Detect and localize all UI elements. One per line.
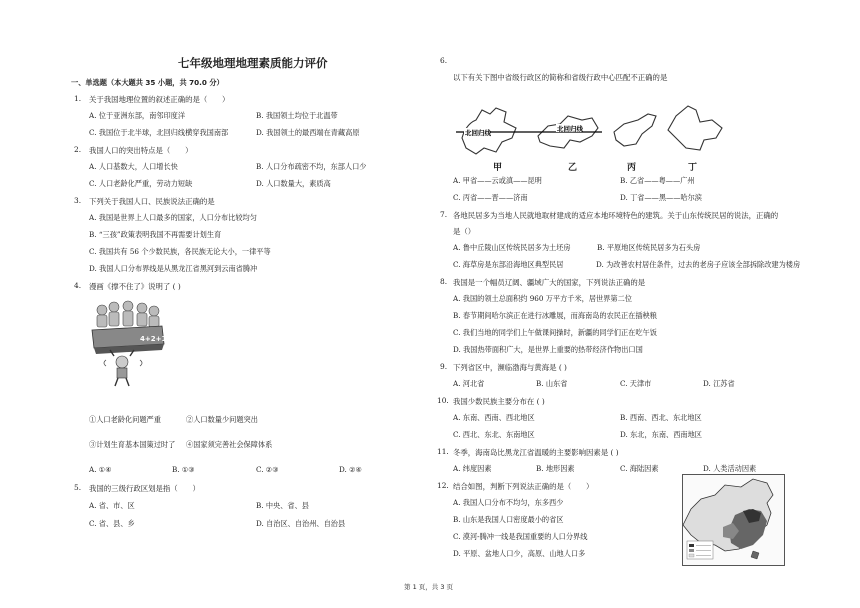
map-label-bing: 丙: [627, 163, 637, 173]
question-12-stem: 结合如图，判断下列说法正确的是（ ）: [453, 482, 594, 491]
q7-option-c[interactable]: C. 海草房是东部沿海地区典型民居: [453, 260, 564, 269]
q12-option-c[interactable]: C. 漠河-腾冲一线是我国重要的人口分界线: [453, 532, 588, 541]
q9-option-a[interactable]: A. 河北省: [453, 379, 485, 388]
question-6-stem: 以下有关下图中省级行政区的简称和省级行政中心匹配不正确的是: [453, 73, 668, 82]
q12-option-a[interactable]: A. 我国人口分布不均匀，东多西少: [453, 498, 564, 507]
question-1-stem: 关于我国地理位置的叙述正确的是（ ）: [89, 95, 230, 104]
q12-option-d[interactable]: D. 平原、盆地人口少，高原、山地人口多: [453, 549, 586, 558]
q11-option-d[interactable]: D. 人类活动因素: [703, 464, 757, 473]
q3-option-d[interactable]: D. 我国人口分布界线是从黑龙江省黑河到云南省腾冲: [89, 264, 258, 273]
q8-option-c[interactable]: C. 我们当地的同学们上午做课间操时，新疆的同学们正在吃午饭: [453, 328, 657, 337]
question-5-stem: 我国的三级行政区划是指（ ）: [89, 484, 200, 493]
q10-option-b[interactable]: B. 西南、西北、东北地区: [620, 413, 702, 422]
q7-option-d[interactable]: D. 为改善农村居住条件，过去的老房子应该全部拆除改建为楼房: [596, 260, 801, 269]
q7-option-b[interactable]: B. 平原地区传统民居多为石头房: [597, 243, 701, 252]
q3-option-c[interactable]: C. 我国共有 56 个少数民族，各民族无论大小，一律平等: [89, 247, 271, 256]
question-8-stem: 我国是一个幅员辽阔、疆域广大的国家，下列说法正确的是: [453, 278, 646, 287]
q5-option-d[interactable]: D. 自治区、自治州、自治县: [256, 519, 346, 528]
q4-option-b[interactable]: B. ①③: [172, 465, 195, 474]
q8-option-a[interactable]: A. 我国的领土总面积约 960 万平方千米，居世界第二位: [453, 294, 632, 303]
question-5-number: 5.: [74, 483, 82, 492]
population-map: [682, 474, 785, 566]
q11-option-c[interactable]: C. 海陆因素: [620, 464, 659, 473]
q4-statement-2: ②人口数量少问题突出: [186, 415, 258, 424]
question-10-number: 10.: [437, 396, 449, 405]
question-8-number: 8.: [440, 277, 448, 286]
question-7-number: 7.: [440, 210, 448, 219]
q11-option-b[interactable]: B. 地形因素: [536, 464, 575, 473]
q9-option-d[interactable]: D. 江苏省: [703, 379, 735, 388]
q1-option-d[interactable]: D. 我国领土的最西端在青藏高原: [256, 128, 360, 137]
q9-option-b[interactable]: B. 山东省: [536, 379, 568, 388]
q12-option-b[interactable]: B. 山东是我国人口密度最小的省区: [453, 515, 564, 524]
q4-statement-3: ③计划生育基本国策过时了: [89, 440, 176, 449]
q1-option-c[interactable]: C. 我国位于北半球，北回归线横穿我国南部: [89, 128, 229, 137]
q1-option-a[interactable]: A. 位于亚洲东部，南邻印度洋: [89, 111, 186, 120]
question-1-number: 1.: [74, 94, 82, 103]
q6-option-a[interactable]: A. 甲省——云或滇——昆明: [453, 176, 542, 185]
question-11-number: 11.: [437, 447, 449, 456]
question-9-number: 9.: [440, 362, 448, 371]
q3-option-a[interactable]: A. 我国是世界上人口最多的国家，人口分布比较均匀: [89, 213, 257, 222]
cartoon-label: 4+2+1: [140, 335, 166, 343]
q4-option-c[interactable]: C. ②③: [256, 465, 279, 474]
question-7-stem-cont: 是（）: [453, 227, 476, 236]
cartoon-illustration: [88, 300, 166, 388]
question-6-number: 6.: [440, 56, 448, 65]
q6-option-d[interactable]: D. 丁省——黑——哈尔滨: [620, 193, 702, 202]
q6-option-c[interactable]: C. 丙省——晋——济南: [453, 193, 528, 202]
q10-option-a[interactable]: A. 东南、西南、西北地区: [453, 413, 535, 422]
q10-option-c[interactable]: C. 西北、东北、东南地区: [453, 430, 535, 439]
map-label-ding: 丁: [688, 163, 698, 173]
q5-option-a[interactable]: A. 省、市、区: [89, 501, 135, 510]
q7-option-a[interactable]: A. 鲁中丘陵山区传统民居多为土坯房: [453, 243, 571, 252]
page-footer: 第 1 页，共 3 页: [404, 583, 454, 591]
q11-option-a[interactable]: A. 纬度因素: [453, 464, 492, 473]
q6-option-b[interactable]: B. 乙省——粤——广州: [620, 176, 695, 185]
q10-option-d[interactable]: D. 东北，东南、西南地区: [620, 430, 702, 439]
question-7-stem: 各地民居多为当地人民就地取材建成的适应本地环境特色的建筑。关于山东传统民居的说法，正确的: [453, 211, 779, 220]
q5-option-c[interactable]: C. 省、县、乡: [89, 519, 135, 528]
q4-option-a[interactable]: A. ①④: [89, 465, 112, 474]
q5-option-b[interactable]: B. 中央、省、县: [256, 501, 309, 510]
question-3-number: 3.: [74, 196, 82, 205]
question-9-stem: 下列省区中，濒临渤海与黄海是 ( ): [453, 363, 567, 372]
q2-option-d[interactable]: D. 人口数量大，素质高: [256, 179, 331, 188]
question-3-stem: 下列关于我国人口、民族说法正确的是: [89, 197, 215, 206]
q8-option-b[interactable]: B. 春节期间哈尔滨正在进行冰雕展，而海南岛的农民正在插秧粮: [453, 311, 657, 320]
question-4-stem: 漫画《撑不住了》说明了 ( ): [89, 282, 181, 291]
question-12-number: 12.: [437, 481, 449, 490]
q8-option-d[interactable]: D. 我国热带面积广大，是世界上重要的热带经济作物出口国: [453, 345, 643, 354]
tropic-label-1: 北回归线: [465, 129, 491, 137]
q4-option-d[interactable]: D. ②④: [339, 465, 362, 474]
q2-option-a[interactable]: A. 人口基数大，人口增长快: [89, 162, 178, 171]
question-10-stem: 我国少数民族主要分布在 ( ): [453, 397, 545, 406]
map-label-yi: 乙: [568, 163, 578, 173]
q4-statement-4: ④国家须完善社会保障体系: [186, 440, 273, 449]
tropic-label-2: 北回归线: [557, 125, 583, 133]
map-label-jia: 甲: [493, 163, 503, 173]
q9-option-c[interactable]: C. 天津市: [620, 379, 652, 388]
page-title: 七年级地理地理素质能力评价: [178, 56, 328, 70]
q2-option-b[interactable]: B. 人口分布疏密不均，东部人口少: [256, 162, 367, 171]
question-2-number: 2.: [74, 145, 82, 154]
section-heading: 一、单选题（本大题共 35 小题，共 70.0 分）: [71, 78, 224, 87]
question-4-number: 4.: [74, 281, 82, 290]
question-2-stem: 我国人口的突出特点是（ ）: [89, 146, 193, 155]
q2-option-c[interactable]: C. 人口老龄化严重，劳动力短缺: [89, 179, 193, 188]
q4-statement-1: ①人口老龄化问题严重: [89, 415, 161, 424]
question-11-stem: 冬季，海南岛比黑龙江省温暖的主要影响因素是 ( ): [453, 448, 619, 457]
q1-option-b[interactable]: B. 我国领土均位于北温带: [256, 111, 338, 120]
q3-option-b[interactable]: B. “三孩”政策表明我国不再需要计划生育: [89, 230, 222, 239]
